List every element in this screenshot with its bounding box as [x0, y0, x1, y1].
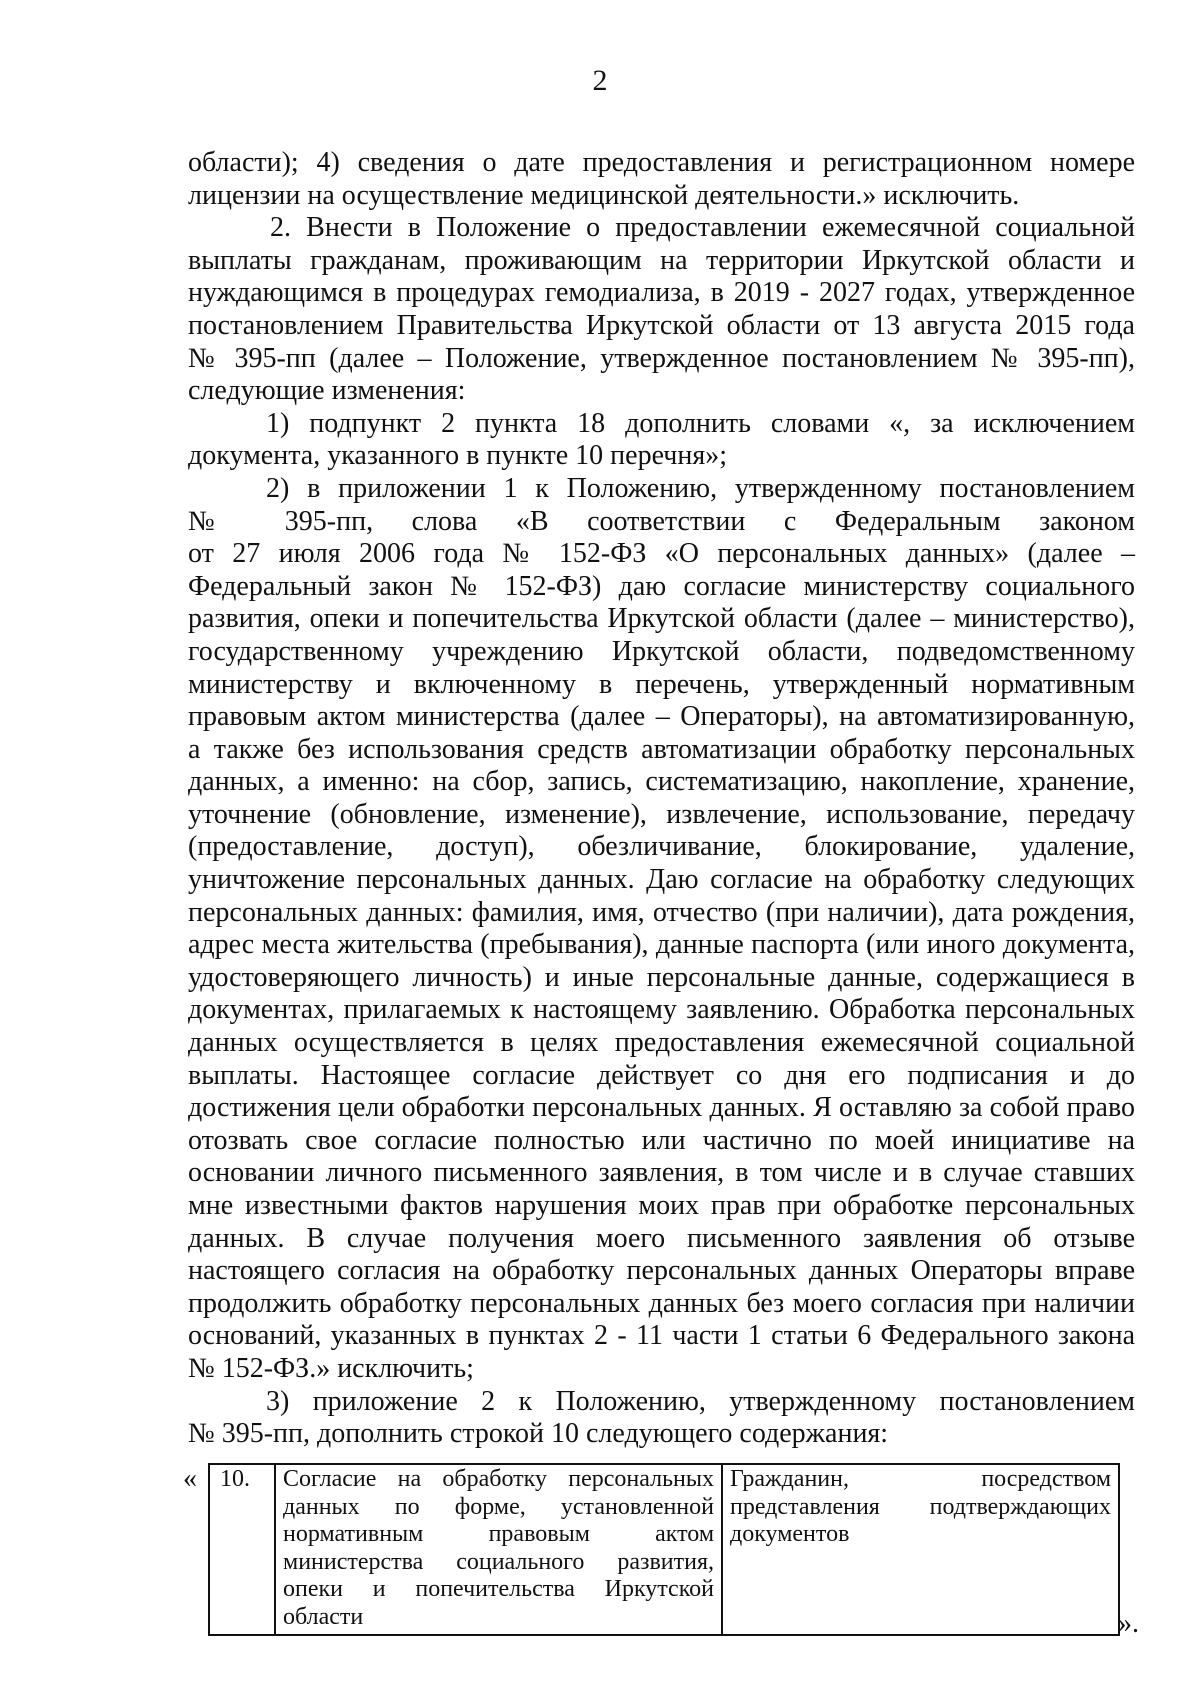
text-line: 1) подпункт 2 пункта 18 дополнить словами «, за исключением — [266, 407, 1135, 439]
text-line: следующие изменения: — [188, 375, 466, 407]
table-row — [209, 1464, 1119, 1635]
text-line: документа, указанного в пункте 10 перечня»; — [188, 440, 728, 472]
text-line: постановлением Правительства Иркутской области от 13 августа 2015 года — [188, 309, 1135, 341]
text-line: Федеральный закон № 152-ФЗ) даю согласие министерству социального — [188, 570, 1135, 602]
text-line: 3) приложение 2 к Положению, утвержденному постановлением — [266, 1385, 1135, 1417]
text-line: данных, а именно: на сбор, запись, систематизацию, накопление, хранение, — [188, 766, 1135, 798]
text-line: выплаты. Настоящее согласие действует со дня его подписания и до — [188, 1059, 1135, 1091]
text-line: персональных данных: фамилия, имя, отчество (при наличии), дата рождения, — [188, 896, 1135, 928]
text-line: № 152-ФЗ.» исключить; — [188, 1352, 474, 1384]
text-line: № 395-пп, дополнить строкой 10 следующего содержания: — [188, 1418, 889, 1450]
text-line: (предоставление, доступ), обезличивание, блокирование, удаление, — [188, 831, 1135, 863]
paragraph-subitem-1 — [188, 408, 1135, 473]
text-line: настоящего согласия на обработку персональных данных Операторы вправе — [188, 1255, 1135, 1287]
text-line: отозвать свое согласие полностью или частично по моей инициативе на — [188, 1124, 1135, 1156]
text-line: уничтожение персональных данных. Даю согласие на обработку следующих — [188, 864, 1135, 896]
paragraph-item-2 — [188, 212, 1135, 408]
text-line: 2) в приложении 1 к Положению, утвержденному постановлением — [266, 472, 1135, 504]
text-line: государственному учреждению Иркутской области, подведомственному — [188, 635, 1135, 667]
submission-method-cell: Гражданин, посредством представления подтверждающих документов — [722, 1464, 1119, 1635]
text-line: области); 4) сведения о дате предоставления и регистрационном номере — [188, 147, 1135, 178]
text-line: удостоверяющего личность) и иные персональные данные, содержащиеся в — [188, 961, 1135, 993]
text-line: № 395-пп, слова «В соответствии с Федеральным законом — [188, 505, 1135, 537]
document-body — [188, 147, 1135, 1451]
text-line: достижения цели обработки персональных данных. Я оставляю за собой право — [188, 1092, 1135, 1124]
text-line: данных осуществляется в целях предоставления ежемесячной социальной — [188, 1027, 1135, 1059]
text-line: уточнение (обновление, изменение), извлечение, использование, передачу — [188, 798, 1135, 830]
opening-quote: « — [183, 1463, 197, 1494]
paragraph-subitem-2 — [188, 473, 1135, 1386]
text-line: оснований, указанных в пунктах 2 - 11 части 1 статьи 6 Федерального закона — [188, 1320, 1135, 1352]
page-number: 2 — [592, 64, 608, 97]
text-line: развития, опеки и попечительства Иркутской области (далее – министерство), — [188, 603, 1135, 635]
text-line: основании личного письменного заявления, в том числе и в случае ставших — [188, 1157, 1135, 1189]
text-line: 2. Внести в Положение о предоставлении ежемесячной социальной — [270, 212, 1135, 244]
document-name-cell: Согласие на обработку персональных данных по форме, установленной нормативным правовым актом министерства социального развития, опеки и попечительства Иркутской области — [275, 1464, 722, 1635]
text-line: выплаты гражданам, проживающим на территории Иркутской области и — [188, 244, 1135, 276]
text-line: правовым актом министерства (далее – Операторы), на автоматизированную, — [188, 701, 1135, 733]
text-line: а также без использования средств автоматизации обработку персональных — [188, 733, 1135, 765]
row-number-cell: 10. — [209, 1464, 275, 1635]
text-line: данных. В случае получения моего письменного заявления об отзыве — [188, 1222, 1135, 1254]
paragraph-subitem-3 — [188, 1386, 1135, 1451]
text-line: от 27 июля 2006 года № 152-ФЗ «О персональных данных» (далее – — [188, 538, 1135, 570]
text-line: министерству и включенному в перечень, утвержденный нормативным — [188, 668, 1135, 700]
text-line: лицензии на осуществление медицинской деятельности.» исключить. — [188, 179, 1020, 211]
paragraph-exclusion-end — [188, 147, 1135, 212]
text-line: продолжить обработку персональных данных без моего согласия при наличии — [188, 1287, 1135, 1319]
closing-quote: ». — [1118, 1608, 1139, 1639]
text-line: № 395-пп (далее – Положение, утвержденное постановлением № 395-пп), — [188, 342, 1135, 374]
appendix-table-row — [208, 1463, 1120, 1636]
text-line: мне известными фактов нарушения моих прав при обработке персональных — [188, 1190, 1135, 1221]
text-line: адрес места жительства (пребывания), данные паспорта (или иного документа, — [188, 929, 1135, 961]
text-line: документах, прилагаемых к настоящему заявлению. Обработка персональных — [188, 994, 1135, 1026]
text-line: нуждающимся в процедурах гемодиализа, в 2019 - 2027 годах, утвержденное — [188, 277, 1135, 309]
